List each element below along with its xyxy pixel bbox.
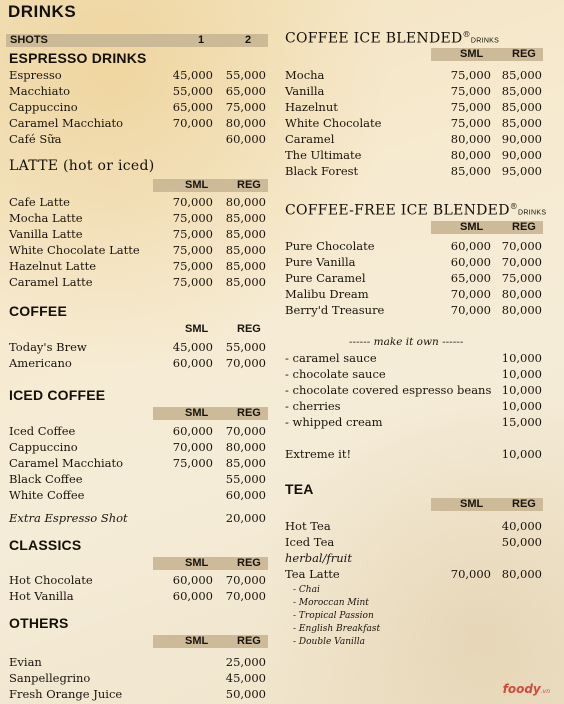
item-name: Black Coffee <box>9 472 83 486</box>
item-name: Mocha <box>285 68 325 82</box>
free-col-sml: SML <box>460 221 484 233</box>
price-sml: 45,000 <box>172 68 213 82</box>
price-reg: 65,000 <box>225 84 266 98</box>
price-sml: 70,000 <box>172 195 213 209</box>
price-sml: 65,000 <box>172 100 213 114</box>
price-reg: 80,000 <box>225 116 266 130</box>
classics-col-reg: REG <box>237 557 261 569</box>
price-reg: 70,000 <box>501 255 542 269</box>
price-sml: 75,000 <box>450 68 491 82</box>
flavor-item: - Tropical Passion <box>293 611 374 621</box>
tea-col-reg: REG <box>512 498 536 510</box>
flavor-item: - English Breakfast <box>293 624 381 634</box>
classics-col-sml: SML <box>185 557 209 569</box>
price-reg: 85,000 <box>225 243 266 257</box>
item-name: Cafe Latte <box>9 195 70 209</box>
item-name: Hot Vanilla <box>9 589 74 603</box>
price-reg: 60,000 <box>225 132 266 146</box>
item-name: Black Forest <box>285 164 359 178</box>
item-name: Pure Chocolate <box>285 239 375 253</box>
latte-col-sml: SML <box>185 179 209 191</box>
iced-title: ICED COFFEE <box>9 387 106 403</box>
price-sml: 70,000 <box>450 303 491 317</box>
price-sml: 75,000 <box>450 100 491 114</box>
tea-title: TEA <box>285 481 314 497</box>
item-name: Caramel <box>285 132 335 146</box>
price-reg: 85,000 <box>501 100 542 114</box>
item-name: herbal/fruit <box>285 551 352 565</box>
price-reg: 10,000 <box>501 447 542 461</box>
item-name: Café Sữa <box>9 132 62 146</box>
price-sml: 60,000 <box>172 573 213 587</box>
registered-mark: ® <box>462 30 471 39</box>
flavor-item: - Moroccan Mint <box>293 598 369 608</box>
item-name: The Ultimate <box>285 148 362 162</box>
item-name: Hot Tea <box>285 519 331 533</box>
shots-col-1: 1 <box>198 34 205 46</box>
blended-title <box>285 30 499 47</box>
price-sml: 75,000 <box>450 116 491 130</box>
price-reg: 55,000 <box>225 472 266 486</box>
price-sml: 70,000 <box>172 440 213 454</box>
free-title <box>285 202 546 219</box>
price-reg: 85,000 <box>225 259 266 273</box>
foody-logo: foody.vn <box>502 682 550 696</box>
price-reg: 85,000 <box>501 68 542 82</box>
item-name: Vanilla Latte <box>9 227 83 241</box>
price-reg: 20,000 <box>225 511 266 525</box>
item-name: Extreme it! <box>285 447 352 461</box>
price-reg: 15,000 <box>501 415 542 429</box>
price-sml: 60,000 <box>450 255 491 269</box>
item-name: Tea Latte <box>285 567 340 581</box>
item-name: Macchiato <box>9 84 70 98</box>
espresso-title: ESPRESSO DRINKS <box>9 50 147 66</box>
coffee-col-reg: REG <box>237 323 261 335</box>
blended-title-suffix: DRINKS <box>470 37 500 45</box>
price-sml: 75,000 <box>450 84 491 98</box>
price-sml: 75,000 <box>172 243 213 257</box>
make-it-own-title: ------ make it own ------ <box>349 336 464 348</box>
price-reg: 25,000 <box>225 655 266 669</box>
price-reg: 10,000 <box>501 367 542 381</box>
item-name: Berry'd Treasure <box>285 303 385 317</box>
price-sml: 75,000 <box>172 456 213 470</box>
price-reg: 85,000 <box>225 275 266 289</box>
price-reg: 85,000 <box>501 116 542 130</box>
price-sml: 60,000 <box>172 589 213 603</box>
price-reg: 70,000 <box>501 239 542 253</box>
price-sml: 70,000 <box>450 567 491 581</box>
price-reg: 60,000 <box>225 488 266 502</box>
tea-col-sml: SML <box>460 498 484 510</box>
item-name: - chocolate covered espresso beans <box>285 383 492 397</box>
blended-col-reg: REG <box>512 48 536 60</box>
free-title-text: COFFEE-FREE ICE BLENDED <box>285 202 510 219</box>
item-name: Pure Caramel <box>285 271 366 285</box>
item-name: Mocha Latte <box>9 211 83 225</box>
price-reg: 80,000 <box>501 567 542 581</box>
price-reg: 10,000 <box>501 351 542 365</box>
price-sml: 60,000 <box>172 424 213 438</box>
item-name: Fresh Orange Juice <box>9 687 123 701</box>
price-sml: 70,000 <box>450 287 491 301</box>
item-name: - whipped cream <box>285 415 383 429</box>
flavor-item: - Double Vanilla <box>293 637 365 647</box>
price-reg: 95,000 <box>501 164 542 178</box>
item-name: White Coffee <box>9 488 85 502</box>
price-reg: 70,000 <box>225 356 266 370</box>
price-sml: 75,000 <box>172 275 213 289</box>
price-sml: 75,000 <box>172 227 213 241</box>
item-name: Hazelnut <box>285 100 338 114</box>
price-sml: 80,000 <box>450 132 491 146</box>
item-name: Caramel Macchiato <box>9 456 124 470</box>
item-name: Pure Vanilla <box>285 255 356 269</box>
price-sml: 75,000 <box>172 211 213 225</box>
others-col-reg: REG <box>237 635 261 647</box>
price-reg: 80,000 <box>225 195 266 209</box>
registered-mark: ® <box>509 202 519 211</box>
free-col-reg: REG <box>512 221 536 233</box>
latte-col-reg: REG <box>237 179 261 191</box>
price-reg: 40,000 <box>501 519 542 533</box>
item-name: - chocolate sauce <box>285 367 386 381</box>
coffee-title: COFFEE <box>9 303 67 319</box>
price-reg: 75,000 <box>225 100 266 114</box>
price-reg: 80,000 <box>501 287 542 301</box>
item-name: Cappuccino <box>9 440 78 454</box>
others-title: OTHERS <box>9 615 69 631</box>
item-name: Cappuccino <box>9 100 78 114</box>
item-name: White Chocolate <box>285 116 382 130</box>
price-reg: 75,000 <box>501 271 542 285</box>
item-name: - cherries <box>285 399 341 413</box>
item-name: Iced Coffee <box>9 424 76 438</box>
price-reg: 85,000 <box>225 211 266 225</box>
price-reg: 50,000 <box>501 535 542 549</box>
price-sml: 70,000 <box>172 116 213 130</box>
price-sml: 80,000 <box>450 148 491 162</box>
price-sml: 65,000 <box>450 271 491 285</box>
item-name: Americano <box>9 356 72 370</box>
item-name: Caramel Latte <box>9 275 93 289</box>
item-name: White Chocolate Latte <box>9 243 140 257</box>
price-reg: 80,000 <box>501 303 542 317</box>
item-name: Hot Chocolate <box>9 573 93 587</box>
price-reg: 85,000 <box>225 227 266 241</box>
classics-title: CLASSICS <box>9 537 82 553</box>
price-reg: 55,000 <box>225 340 266 354</box>
price-reg: 50,000 <box>225 687 266 701</box>
price-sml: 45,000 <box>172 340 213 354</box>
latte-title: LATTE (hot or iced) <box>9 158 155 174</box>
flavor-item: - Chai <box>293 585 320 595</box>
shots-col-2: 2 <box>245 34 252 46</box>
item-name: Today's Brew <box>9 340 87 354</box>
price-reg: 55,000 <box>225 68 266 82</box>
others-col-sml: SML <box>185 635 209 647</box>
item-name: Espresso <box>9 68 62 82</box>
item-name: Evian <box>9 655 42 669</box>
shots-label: SHOTS <box>10 34 48 46</box>
price-sml: 75,000 <box>172 259 213 273</box>
price-reg: 90,000 <box>501 148 542 162</box>
iced-col-sml: SML <box>185 407 209 419</box>
price-reg: 10,000 <box>501 399 542 413</box>
blended-col-sml: SML <box>460 48 484 60</box>
page-title: DRINKS <box>8 2 77 21</box>
iced-col-reg: REG <box>237 407 261 419</box>
item-name: - caramel sauce <box>285 351 377 365</box>
coffee-col-sml: SML <box>185 323 209 335</box>
item-name: Iced Tea <box>285 535 335 549</box>
price-sml: 55,000 <box>172 84 213 98</box>
price-reg: 70,000 <box>225 424 266 438</box>
price-reg: 70,000 <box>225 573 266 587</box>
item-name: Caramel Macchiato <box>9 116 124 130</box>
item-name: Vanilla <box>285 84 325 98</box>
free-title-suffix: DRINKS <box>518 209 547 217</box>
price-reg: 85,000 <box>501 84 542 98</box>
item-name: Hazelnut Latte <box>9 259 97 273</box>
item-name: Extra Espresso Shot <box>9 511 128 525</box>
price-reg: 85,000 <box>225 456 266 470</box>
price-sml: 60,000 <box>172 356 213 370</box>
price-reg: 70,000 <box>225 589 266 603</box>
item-name: Sanpellegrino <box>9 671 91 685</box>
price-reg: 80,000 <box>225 440 266 454</box>
price-reg: 90,000 <box>501 132 542 146</box>
item-name: Malibu Dream <box>285 287 369 301</box>
price-reg: 45,000 <box>225 671 266 685</box>
price-sml: 85,000 <box>450 164 491 178</box>
price-reg: 10,000 <box>501 383 542 397</box>
price-sml: 60,000 <box>450 239 491 253</box>
blended-title-text: COFFEE ICE BLENDED <box>285 30 463 47</box>
